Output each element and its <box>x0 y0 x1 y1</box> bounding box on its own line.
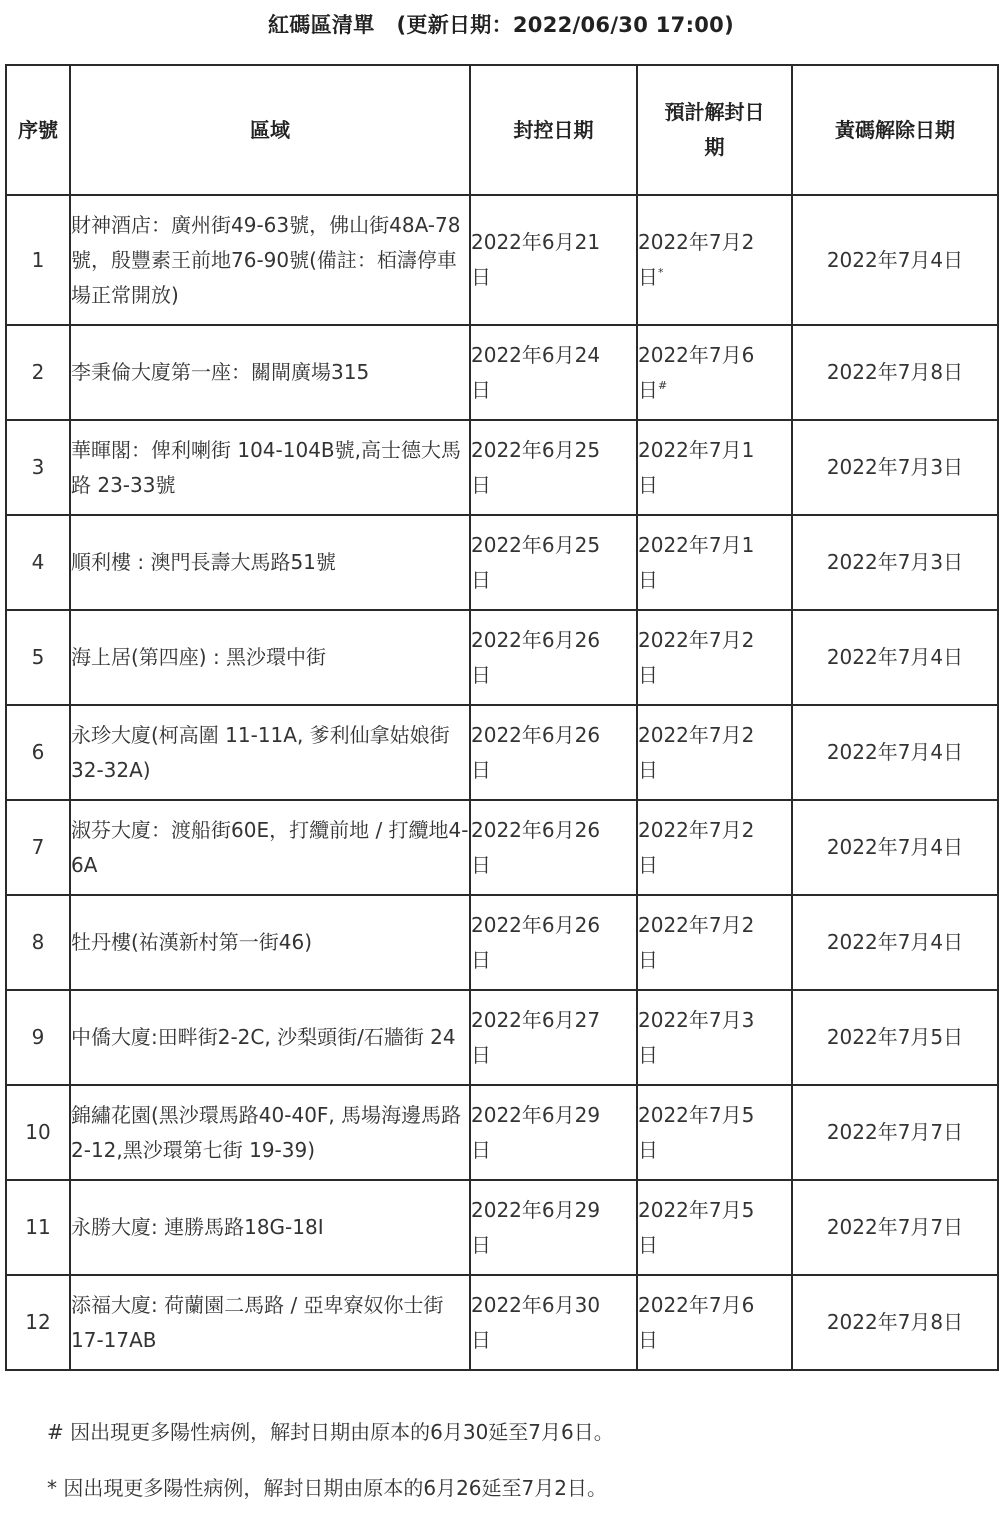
row-yellow-date: 2022年7月4日 <box>792 895 998 990</box>
row-lock-date: 2022年6月25日 <box>470 420 637 515</box>
table-row <box>6 1180 998 1275</box>
row-area: 錦繡花園(黑沙環馬路40-40F, 馬場海邊馬路 2-12,黑沙環第七街 19-39) <box>70 1085 470 1180</box>
row-lock-date: 2022年6月26日 <box>470 895 637 990</box>
row-yellow-date: 2022年7月5日 <box>792 990 998 1085</box>
row-area: 添福大廈: 荷蘭園二馬路 / 亞卑寮奴你士街 17-17AB <box>70 1275 470 1370</box>
row-unlock-date: 2022年7月2日 <box>637 705 792 800</box>
table-row <box>6 1275 998 1370</box>
footnotes <box>47 1412 614 1524</box>
footnote-hash: # 因出現更多陽性病例，解封日期由原本的6月30延至7月6日。 <box>47 1420 614 1444</box>
table-row <box>6 195 998 325</box>
row-area: 牡丹樓(祐漢新村第一街46) <box>70 895 470 990</box>
row-yellow-date: 2022年7月4日 <box>792 195 998 325</box>
row-area: 永珍大廈(柯高圍 11-11A, 爹利仙拿姑娘街32-32A) <box>70 705 470 800</box>
table-row <box>6 895 998 990</box>
row-number: 7 <box>6 800 70 895</box>
table-row <box>6 800 998 895</box>
row-lock-date: 2022年6月30日 <box>470 1275 637 1370</box>
row-yellow-date: 2022年7月8日 <box>792 1275 998 1370</box>
row-yellow-date: 2022年7月4日 <box>792 705 998 800</box>
red-code-table <box>5 64 999 1371</box>
row-unlock-date: 2022年7月2日* <box>637 195 792 325</box>
row-number: 2 <box>6 325 70 420</box>
header-unlock-date: 預計解封日期 <box>637 65 792 195</box>
row-lock-date: 2022年6月26日 <box>470 800 637 895</box>
row-unlock-date: 2022年7月1日 <box>637 420 792 515</box>
header-yellow-date: 黃碼解除日期 <box>792 65 998 195</box>
row-unlock-date: 2022年7月2日 <box>637 800 792 895</box>
row-area: 財神酒店：廣州街49-63號，佛山街48A-78號，殷豐素王前地76-90號(備註：栢濤停車場正常開放) <box>70 195 470 325</box>
row-yellow-date: 2022年7月7日 <box>792 1180 998 1275</box>
table-row <box>6 610 998 705</box>
row-lock-date: 2022年6月29日 <box>470 1180 637 1275</box>
row-yellow-date: 2022年7月7日 <box>792 1085 998 1180</box>
row-area: 順利樓 : 澳門長壽大馬路51號 <box>70 515 470 610</box>
row-area: 中僑大廈:田畔街2-2C, 沙梨頭街/石牆街 24 <box>70 990 470 1085</box>
row-area: 李秉倫大廈第一座：關閘廣場315 <box>70 325 470 420</box>
row-unlock-date: 2022年7月3日 <box>637 990 792 1085</box>
row-unlock-mark: * <box>658 266 664 279</box>
row-unlock-date: 2022年7月5日 <box>637 1180 792 1275</box>
row-number: 8 <box>6 895 70 990</box>
row-lock-date: 2022年6月24日 <box>470 325 637 420</box>
row-unlock-date: 2022年7月6日# <box>637 325 792 420</box>
row-lock-date: 2022年6月25日 <box>470 515 637 610</box>
row-lock-date: 2022年6月26日 <box>470 610 637 705</box>
table-row <box>6 515 998 610</box>
header-lock-date: 封控日期 <box>470 65 637 195</box>
table-row <box>6 325 998 420</box>
row-area: 永勝大廈: 連勝馬路18G-18I <box>70 1180 470 1275</box>
row-number: 4 <box>6 515 70 610</box>
row-unlock-date: 2022年7月1日 <box>637 515 792 610</box>
table-header-row <box>6 65 998 195</box>
row-lock-date: 2022年6月29日 <box>470 1085 637 1180</box>
row-yellow-date: 2022年7月3日 <box>792 515 998 610</box>
row-number: 1 <box>6 195 70 325</box>
table-row <box>6 705 998 800</box>
row-unlock-date: 2022年7月2日 <box>637 895 792 990</box>
row-lock-date: 2022年6月21日 <box>470 195 637 325</box>
row-number: 6 <box>6 705 70 800</box>
title-main: 紅碼區清單 <box>268 13 375 37</box>
row-area: 海上居(第四座) : 黑沙環中街 <box>70 610 470 705</box>
row-yellow-date: 2022年7月8日 <box>792 325 998 420</box>
row-number: 11 <box>6 1180 70 1275</box>
table-row <box>6 1085 998 1180</box>
row-yellow-date: 2022年7月4日 <box>792 800 998 895</box>
header-area: 區域 <box>70 65 470 195</box>
row-number: 5 <box>6 610 70 705</box>
table-row <box>6 990 998 1085</box>
row-area: 淑芬大廈：渡船街60E，打纜前地 / 打纜地4-6A <box>70 800 470 895</box>
table-row <box>6 420 998 515</box>
row-lock-date: 2022年6月26日 <box>470 705 637 800</box>
row-number: 3 <box>6 420 70 515</box>
title-updated: (更新日期：2022/06/30 17:00) <box>396 13 734 37</box>
row-unlock-date: 2022年7月6日 <box>637 1275 792 1370</box>
row-unlock-date: 2022年7月2日 <box>637 610 792 705</box>
header-no: 序號 <box>6 65 70 195</box>
footnote-star: * 因出現更多陽性病例，解封日期由原本的6月26延至7月2日。 <box>47 1476 607 1500</box>
row-number: 12 <box>6 1275 70 1370</box>
row-yellow-date: 2022年7月3日 <box>792 420 998 515</box>
row-unlock-date: 2022年7月5日 <box>637 1085 792 1180</box>
row-lock-date: 2022年6月27日 <box>470 990 637 1085</box>
row-yellow-date: 2022年7月4日 <box>792 610 998 705</box>
row-number: 9 <box>6 990 70 1085</box>
row-unlock-mark: # <box>658 378 668 392</box>
row-area: 華暉閣：俾利喇街 104-104B號,高士德大馬路 23-33號 <box>70 420 470 515</box>
row-number: 10 <box>6 1085 70 1180</box>
page-title <box>0 10 1002 40</box>
